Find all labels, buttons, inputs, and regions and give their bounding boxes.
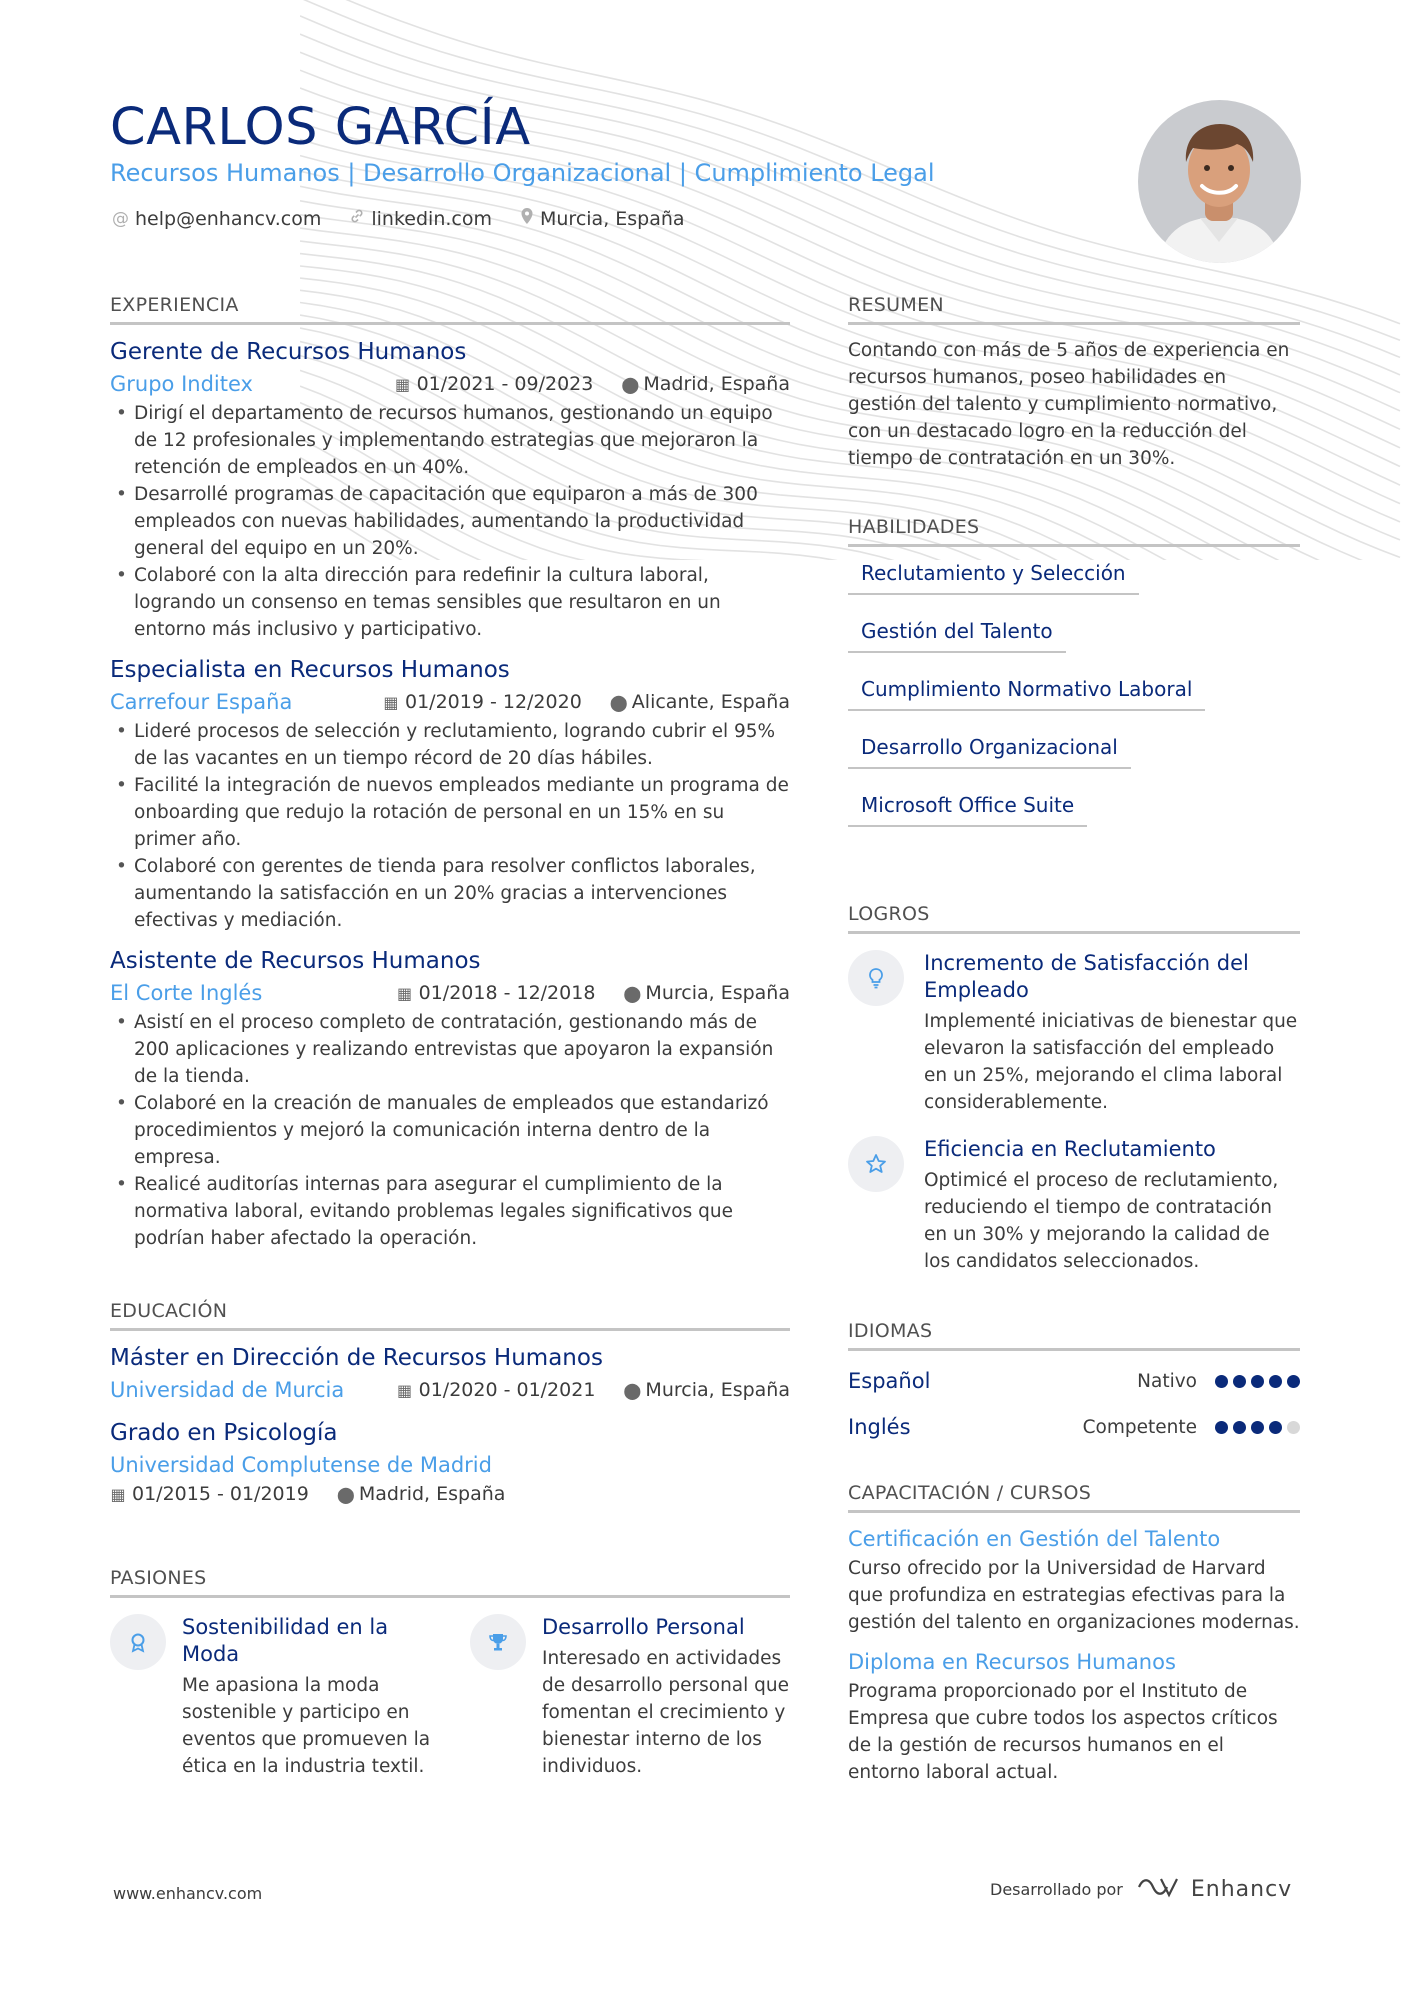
course-text: Curso ofrecido por la Universidad de Harvard que profundiza en estrategias efectivas para la gestión del talento en organizaciones modernas. [848, 1558, 1300, 1633]
achievements-title: LOGROS [848, 903, 1300, 934]
passions-title: PASIONES [110, 1567, 790, 1598]
map-pin-icon: ⬤ [623, 1381, 642, 1400]
linkedin-contact[interactable] [349, 208, 492, 230]
footer-branding [990, 1875, 1292, 1903]
skills-section [848, 516, 1300, 827]
calendar-icon: ▦ [397, 984, 413, 1003]
education-entry [110, 1420, 790, 1505]
achievements-section [848, 903, 1300, 1275]
calendar-icon: ▦ [397, 1381, 413, 1400]
courses-title: CAPACITACIÓN / CURSOS [848, 1482, 1300, 1513]
experience-title: EXPERIENCIA [110, 294, 790, 325]
skill-tag: Gestión del Talento [848, 619, 1066, 653]
rating-dot-filled [1251, 1421, 1264, 1434]
degree: Grado en Psicología [110, 1420, 338, 1446]
bullet: • Colaboré con gerentes de tienda para resolver conflictos laborales, aumentando la satisfacción en un 20% gracias a intervenciones efectivas y mediación. [110, 853, 790, 934]
language-row [848, 1369, 1300, 1393]
edu-dates: 01/2020 - 01/2021 [418, 1379, 596, 1401]
summary-title: RESUMEN [848, 294, 1300, 325]
map-pin-icon: ⬤ [623, 984, 642, 1003]
degree: Máster en Dirección de Recursos Humanos [110, 1345, 603, 1371]
email-text: help@enhancv.com [135, 207, 322, 230]
language-name: Inglés [848, 1415, 911, 1439]
location-contact [520, 207, 685, 230]
job-bullets [110, 400, 790, 643]
rating-dot-filled [1269, 1375, 1282, 1388]
achievement-text: Optimicé el proceso de reclutamiento, reduciendo el tiempo de contratación en un 30% y mejorando la calidad de los candidatos seleccionados. [924, 1170, 1279, 1272]
education-section [110, 1300, 790, 1505]
language-name: Español [848, 1369, 931, 1393]
achievement-title: Incremento de Satisfacción del Empleado [924, 951, 1249, 1002]
bullet: • Asistí en el proceso completo de contratación, gestionando más de 200 aplicaciones y realizando entrevistas que apoyaron la expansión de la tienda. [110, 1009, 790, 1090]
passion-text: Me apasiona la moda sostenible y participo en eventos que promueven la ética en la industria textil. [182, 1675, 431, 1777]
passion-item [470, 1614, 790, 1780]
skill-tag: Microsoft Office Suite [848, 793, 1087, 827]
company: Carrefour España [110, 690, 293, 714]
experience-section [110, 294, 790, 1252]
language-row [848, 1415, 1300, 1439]
job-bullets [110, 718, 790, 934]
passion-title: Sostenibilidad en la Moda [182, 1615, 389, 1666]
job-dates: 01/2018 - 12/2018 [418, 982, 596, 1004]
footer-website[interactable]: www.enhancv.com [113, 1884, 263, 1903]
map-pin-icon: ⬤ [609, 693, 628, 712]
skill-tag: Reclutamiento y Selección [848, 561, 1139, 595]
at-icon: @ [112, 208, 129, 229]
skill-tag: Desarrollo Organizacional [848, 735, 1131, 769]
enhancv-logo-icon [1135, 1875, 1179, 1903]
achievement-title: Eficiencia en Reclutamiento [924, 1137, 1216, 1161]
course-item [848, 1527, 1300, 1636]
map-pin-icon [520, 207, 534, 230]
bullet: • Realicé auditorías internas para asegurar el cumplimiento de la normativa laboral, evitando problemas legales significativos que podrían haber afectado la operación. [110, 1171, 790, 1252]
link-icon [349, 208, 365, 229]
job-location: Alicante, España [631, 691, 790, 713]
rating-dot-filled [1233, 1421, 1246, 1434]
skills-list [848, 561, 1300, 827]
job-dates: 01/2019 - 12/2020 [404, 691, 582, 713]
education-entry [110, 1345, 790, 1402]
map-pin-icon: ⬤ [621, 375, 640, 394]
avatar [1138, 100, 1301, 263]
edu-dates: 01/2015 - 01/2019 [132, 1483, 309, 1505]
calendar-icon: ▦ [395, 375, 411, 394]
headline: Recursos Humanos | Desarrollo Organizacional | Cumplimiento Legal [110, 159, 935, 187]
candidate-name: CARLOS GARCÍA [110, 98, 531, 157]
job-bullets [110, 1009, 790, 1252]
job-location: Murcia, España [645, 982, 790, 1004]
achievement-item [848, 1136, 1300, 1275]
course-item [848, 1650, 1300, 1786]
languages-title: IDIOMAS [848, 1320, 1300, 1351]
calendar-icon: ▦ [110, 1485, 126, 1504]
medal-icon [110, 1614, 166, 1670]
trophy-icon [470, 1614, 526, 1670]
passion-title: Desarrollo Personal [542, 1615, 745, 1639]
language-rating [1215, 1421, 1300, 1434]
linkedin-text: linkedin.com [371, 207, 492, 230]
bullet: • Facilité la integración de nuevos empleados mediante un programa de onboarding que redujo la rotación de personal en un 15% en su primer año. [110, 772, 790, 853]
school: Universidad de Murcia [110, 1378, 345, 1402]
bullet: • Dirigí el departamento de recursos humanos, gestionando un equipo de 12 profesionales y implementando estrategias que mejoraron la retención de empleados en un 40%. [110, 400, 790, 481]
course-title: Certificación en Gestión del Talento [848, 1527, 1221, 1551]
school: Universidad Complutense de Madrid [110, 1453, 492, 1477]
language-rating [1215, 1375, 1300, 1388]
job-dates: 01/2021 - 09/2023 [416, 373, 594, 395]
bullet: • Lideré procesos de selección y reclutamiento, logrando cubrir el 95% de las vacantes en un tiempo récord de 20 días hábiles. [110, 718, 790, 772]
passion-item [110, 1614, 450, 1780]
course-text: Programa proporcionado por el Instituto de Empresa que cubre todos los aspectos críticos de la gestión de recursos humanos en el entorno laboral actual. [848, 1681, 1278, 1783]
edu-location: Murcia, España [645, 1379, 790, 1401]
language-level: Competente [1082, 1416, 1197, 1438]
email-contact[interactable] [112, 208, 321, 230]
job-entry [110, 657, 790, 934]
lightbulb-icon [848, 950, 904, 1006]
job-title: Gerente de Recursos Humanos [110, 339, 467, 365]
job-title: Asistente de Recursos Humanos [110, 948, 481, 974]
bullet: • Colaboré con la alta dirección para redefinir la cultura laboral, logrando un consenso en temas sensibles que resultaron en un entorno más inclusivo y participativo. [110, 562, 790, 643]
rating-dot-filled [1215, 1421, 1228, 1434]
skill-tag: Cumplimiento Normativo Laboral [848, 677, 1205, 711]
bullet: • Desarrollé programas de capacitación que equiparon a más de 300 empleados con nuevas habilidades, aumentando la productividad general del equipo en un 20%. [110, 481, 790, 562]
brand-name: Enhancv [1190, 1876, 1293, 1902]
rating-dot-filled [1251, 1375, 1264, 1388]
rating-dot-empty [1287, 1421, 1300, 1434]
language-level: Nativo [1137, 1370, 1197, 1392]
education-title: EDUCACIÓN [110, 1300, 790, 1331]
job-entry [110, 339, 790, 643]
calendar-icon: ▦ [383, 693, 399, 712]
powered-by-text: Desarrollado por [990, 1879, 1123, 1899]
rating-dot-filled [1215, 1375, 1228, 1388]
languages-section [848, 1320, 1300, 1439]
rating-dot-filled [1233, 1375, 1246, 1388]
courses-section [848, 1482, 1300, 1786]
company: El Corte Inglés [110, 981, 263, 1005]
passions-section [110, 1567, 790, 1780]
achievement-text: Implementé iniciativas de bienestar que elevaron la satisfacción del empleado en un 25%, mejorando el clima laboral considerablemente. [924, 1011, 1298, 1113]
course-title: Diploma en Recursos Humanos [848, 1650, 1176, 1674]
rating-dot-filled [1287, 1375, 1300, 1388]
job-location: Madrid, España [643, 373, 790, 395]
company: Grupo Inditex [110, 372, 253, 396]
job-entry [110, 948, 790, 1252]
map-pin-icon: ⬤ [336, 1485, 355, 1504]
passion-text: Interesado en actividades de desarrollo personal que fomentan el crecimiento y bienestar interno de los individuos. [542, 1648, 790, 1777]
rating-dot-filled [1269, 1421, 1282, 1434]
skills-title: HABILIDADES [848, 516, 1300, 547]
edu-location: Madrid, España [358, 1483, 506, 1505]
bullet: • Colaboré en la creación de manuales de empleados que estandarizó procedimientos y mejoró la comunicación interna dentro de la empresa. [110, 1090, 790, 1171]
summary-section [848, 294, 1300, 472]
star-icon [848, 1136, 904, 1192]
summary-text: Contando con más de 5 años de experiencia en recursos humanos, poseo habilidades en gestión del talento y cumplimiento normativo, con un destacado logro en la reducción del tiempo de contratación en un 30%. [848, 340, 1290, 469]
contact-row [112, 207, 685, 230]
achievement-item [848, 950, 1300, 1116]
job-title: Especialista en Recursos Humanos [110, 657, 510, 683]
location-text: Murcia, España [540, 207, 685, 230]
